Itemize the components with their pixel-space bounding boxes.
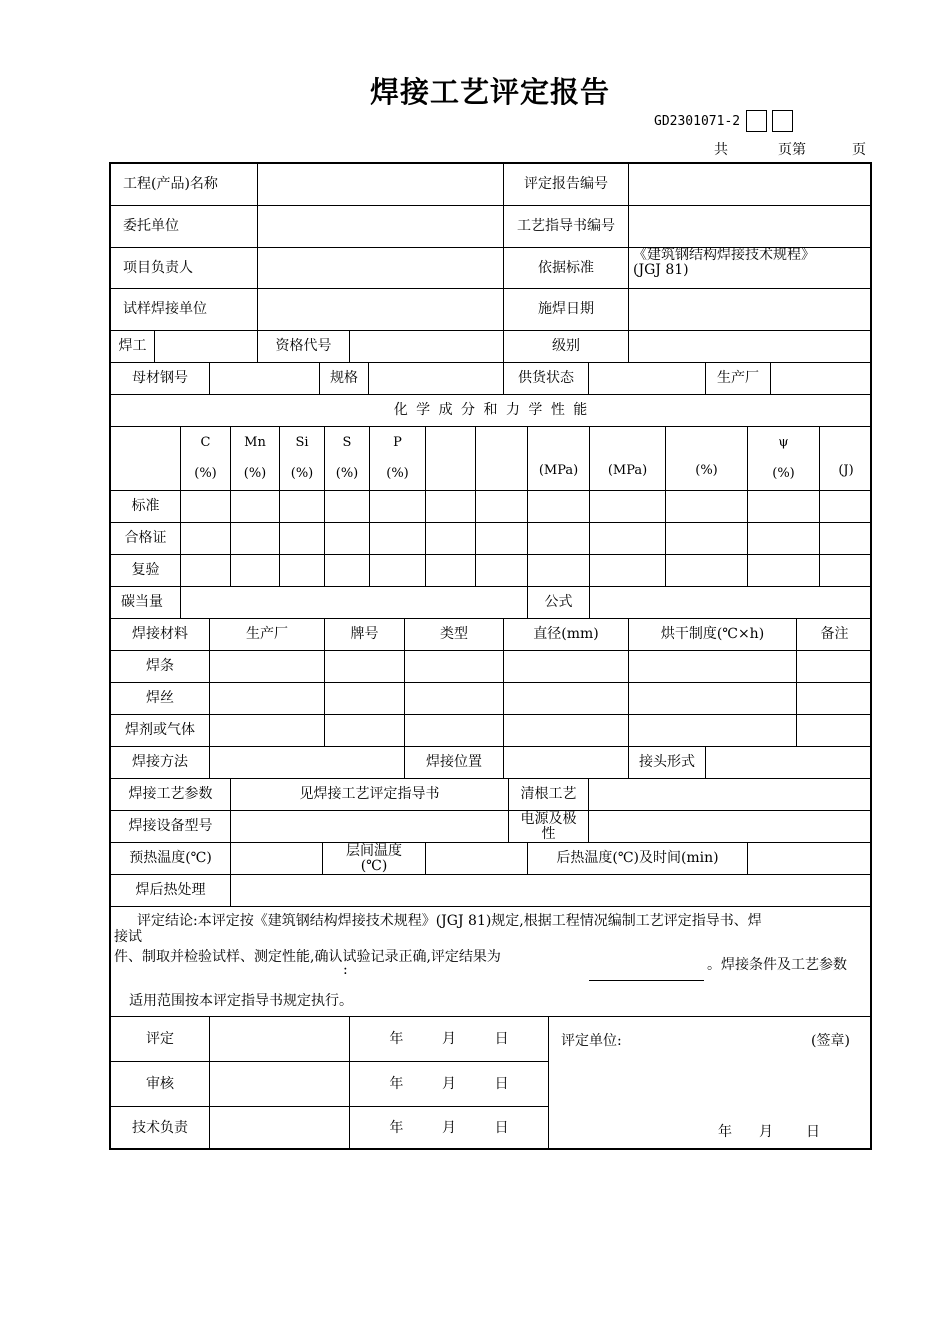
joint-label: 接头形式 (629, 747, 706, 779)
signoff-date (350, 1062, 549, 1107)
eval-unit-label: 评定单位: (561, 1033, 622, 1049)
signoff-date (350, 1107, 549, 1150)
report-no-label: 评定报告编号 (504, 164, 629, 206)
params-label: 焊接工艺参数 (111, 779, 231, 811)
material-cell[interactable] (405, 683, 504, 715)
manufacturer-label: 生产厂 (706, 363, 771, 395)
weld-date-field[interactable] (629, 289, 872, 331)
mat-header-material: 焊接材料 (111, 619, 210, 651)
power-label: 电源及极 性 (509, 811, 589, 843)
chem-header-blank-2 (426, 427, 476, 491)
chem-cell[interactable] (590, 555, 666, 587)
manufacturer-field[interactable] (771, 363, 872, 395)
chem-cell[interactable] (280, 491, 325, 523)
signoff-role-label: 审核 (111, 1062, 210, 1107)
material-cell[interactable] (325, 715, 405, 747)
chem-cell[interactable] (476, 555, 528, 587)
chem-cell[interactable] (820, 555, 872, 587)
signoff-signature-field[interactable] (210, 1017, 350, 1062)
supply-state-label: 供货状态 (504, 363, 589, 395)
unit-day: 日 (806, 1124, 820, 1140)
mat-header-diameter: 直径(mm) (504, 619, 629, 651)
chem-cell[interactable] (426, 523, 476, 555)
standard-value (629, 248, 872, 289)
conclusion-line1b: 接试 (114, 929, 142, 945)
chem-header-p: P (%) (370, 427, 426, 491)
unit-month: 月 (759, 1124, 773, 1140)
chem-header-impact: (J) (820, 427, 872, 491)
chem-header-psi: ψ (%) (748, 427, 820, 491)
chem-cell[interactable] (820, 523, 872, 555)
signoff-month: 月 (441, 1075, 456, 1092)
postheat-field[interactable] (748, 843, 872, 875)
page-number-label: 页第 (778, 142, 806, 158)
chem-section-title: 化 学 成 分 和 力 学 性 能 (111, 395, 872, 427)
sample-unit-label: 试样焊接单位 (111, 289, 258, 331)
method-field[interactable] (210, 747, 405, 779)
preheat-label: 预热温度(℃) (111, 843, 231, 875)
conclusion-line2: 件、制取并检验试样、测定性能,确认试验记录正确,评定结果为 (114, 949, 501, 965)
chem-header-c: C (%) (181, 427, 231, 491)
method-label: 焊接方法 (111, 747, 210, 779)
chem-cell[interactable] (181, 523, 231, 555)
client-label: 委托单位 (111, 206, 258, 248)
chem-header-blank-3 (476, 427, 528, 491)
material-cell[interactable] (210, 651, 325, 683)
material-cell[interactable] (504, 715, 629, 747)
signoff-signature-field[interactable] (210, 1107, 350, 1150)
base-metal-field[interactable] (210, 363, 320, 395)
project-name-field[interactable] (258, 164, 504, 206)
conclusion-result-field[interactable] (589, 980, 704, 981)
welder-field[interactable] (155, 331, 258, 363)
equipment-label: 焊接设备型号 (111, 811, 231, 843)
page-title: 焊接工艺评定报告 (369, 75, 610, 109)
material-row-label: 焊剂或气体 (111, 715, 210, 747)
pwht-field[interactable] (231, 875, 872, 907)
chem-cell[interactable] (528, 555, 590, 587)
chem-row-label: 合格证 (111, 523, 181, 555)
material-cell[interactable] (504, 651, 629, 683)
material-cell[interactable] (504, 683, 629, 715)
carbon-eq-label: 碳当量 (111, 587, 181, 619)
back-gouge-label: 清根工艺 (509, 779, 589, 811)
material-cell[interactable] (405, 715, 504, 747)
chem-cell[interactable] (666, 555, 748, 587)
material-cell[interactable] (405, 651, 504, 683)
material-cell[interactable] (797, 683, 872, 715)
signoff-role-label: 评定 (111, 1017, 210, 1062)
chem-cell[interactable] (370, 491, 426, 523)
chem-cell[interactable] (748, 523, 820, 555)
standard-value-line2: (JGJ 81) (633, 261, 689, 278)
chem-cell[interactable] (820, 491, 872, 523)
code-box-1[interactable] (746, 110, 767, 132)
material-cell[interactable] (210, 715, 325, 747)
signoff-signature-field[interactable] (210, 1062, 350, 1107)
chem-header-mn: Mn (%) (231, 427, 280, 491)
guide-no-label: 工艺指导书编号 (504, 206, 629, 248)
signoff-month: 月 (441, 1120, 456, 1137)
chem-cell[interactable] (528, 523, 590, 555)
preheat-field[interactable] (231, 843, 323, 875)
page-total-label: 共 (714, 142, 728, 158)
chem-cell[interactable] (476, 491, 528, 523)
mat-header-manufacturer: 生产厂 (210, 619, 325, 651)
material-cell[interactable] (797, 651, 872, 683)
seal-label: (签章) (811, 1033, 850, 1049)
spec-field[interactable] (369, 363, 504, 395)
signoff-day: 日 (494, 1120, 509, 1137)
chem-cell[interactable] (666, 523, 748, 555)
conclusion-line1: 评定结论:本评定按《建筑钢结构焊接技术规程》(JGJ 81)规定,根据工程情况编制工艺评定指导书、焊 (137, 913, 762, 929)
formula-field[interactable] (590, 587, 872, 619)
grade-label: 级别 (504, 331, 629, 363)
chem-cell[interactable] (476, 523, 528, 555)
chem-header-s: S (%) (325, 427, 370, 491)
postheat-label: 后热温度(℃)及时间(min) (528, 843, 748, 875)
material-cell[interactable] (629, 715, 797, 747)
carbon-eq-field[interactable] (181, 587, 528, 619)
equipment-field[interactable] (231, 811, 509, 843)
weld-date-label: 施焊日期 (504, 289, 629, 331)
project-name-label: 工程(产品)名称 (111, 164, 258, 206)
conclusion-colon: : (343, 962, 348, 978)
chem-header-yield: (MPa) (590, 427, 666, 491)
chem-cell[interactable] (590, 491, 666, 523)
chem-cell[interactable] (748, 491, 820, 523)
material-row-label: 焊丝 (111, 683, 210, 715)
manager-label: 项目负责人 (111, 248, 258, 289)
report-form (109, 162, 872, 1150)
position-field[interactable] (504, 747, 629, 779)
chem-cell[interactable] (325, 491, 370, 523)
signoff-role-label: 技术负责 (111, 1107, 210, 1150)
signoff-month: 月 (441, 1030, 456, 1047)
unit-year: 年 (718, 1124, 732, 1140)
chem-row-label: 标准 (111, 491, 181, 523)
signoff-day: 日 (494, 1075, 509, 1092)
qual-code-label: 资格代号 (258, 331, 350, 363)
pwht-label: 焊后热处理 (111, 875, 231, 907)
guide-no-field[interactable] (629, 206, 872, 248)
manager-field[interactable] (258, 248, 504, 289)
chem-cell[interactable] (325, 555, 370, 587)
signoff-day: 日 (494, 1030, 509, 1047)
position-label: 焊接位置 (405, 747, 504, 779)
chem-cell[interactable] (528, 491, 590, 523)
standard-value-line1: 《建筑钢结构焊接技术规程》 (633, 248, 815, 263)
grade-field[interactable] (629, 331, 872, 363)
chem-cell[interactable] (231, 491, 280, 523)
material-cell[interactable] (797, 715, 872, 747)
page-label: 页 (852, 142, 866, 158)
code-box-2[interactable] (772, 110, 793, 132)
chem-cell[interactable] (370, 555, 426, 587)
mat-header-drying: 烘干制度(℃×h) (629, 619, 797, 651)
material-cell[interactable] (325, 683, 405, 715)
formula-label: 公式 (528, 587, 590, 619)
material-row-label: 焊条 (111, 651, 210, 683)
chem-header-tensile: (MPa) (528, 427, 590, 491)
signoff-date (350, 1017, 549, 1062)
interpass-label: 层间温度 (℃) (323, 843, 426, 875)
supply-state-field[interactable] (589, 363, 706, 395)
mat-header-brand: 牌号 (325, 619, 405, 651)
chem-cell[interactable] (181, 491, 231, 523)
material-cell[interactable] (210, 683, 325, 715)
chem-cell[interactable] (370, 523, 426, 555)
chem-cell[interactable] (280, 523, 325, 555)
mat-header-remark: 备注 (797, 619, 872, 651)
material-cell[interactable] (629, 683, 797, 715)
joint-field[interactable] (706, 747, 872, 779)
chem-row-label: 复验 (111, 555, 181, 587)
base-metal-label: 母材钢号 (111, 363, 210, 395)
chem-header-elongation: (%) (666, 427, 748, 491)
material-cell[interactable] (629, 651, 797, 683)
material-cell[interactable] (325, 651, 405, 683)
chem-cell[interactable] (426, 491, 476, 523)
signoff-year: 年 (389, 1030, 404, 1047)
conclusion-line2-end: 。焊接条件及工艺参数 (707, 957, 847, 973)
chem-cell[interactable] (231, 523, 280, 555)
params-value: 见焊接工艺评定指导书 (231, 779, 509, 811)
chem-cell[interactable] (280, 555, 325, 587)
chem-header-blank (111, 427, 181, 491)
chem-header-si: Si (%) (280, 427, 325, 491)
signoff-year: 年 (389, 1075, 404, 1092)
welder-label: 焊工 (111, 331, 155, 363)
back-gouge-field[interactable] (589, 779, 872, 811)
chem-cell[interactable] (426, 555, 476, 587)
qual-code-field[interactable] (350, 331, 504, 363)
client-field[interactable] (258, 206, 504, 248)
chem-cell[interactable] (231, 555, 280, 587)
sample-unit-field[interactable] (258, 289, 504, 331)
chem-cell[interactable] (748, 555, 820, 587)
chem-cell[interactable] (325, 523, 370, 555)
report-no-field[interactable] (629, 164, 872, 206)
spec-label: 规格 (320, 363, 369, 395)
chem-cell[interactable] (666, 491, 748, 523)
mat-header-type: 类型 (405, 619, 504, 651)
chem-cell[interactable] (590, 523, 666, 555)
chem-cell[interactable] (181, 555, 231, 587)
form-code: GD2301071-2 (654, 114, 741, 129)
signoff-year: 年 (389, 1120, 404, 1137)
interpass-field[interactable] (426, 843, 528, 875)
conclusion-line3: 适用范围按本评定指导书规定执行。 (129, 993, 353, 1009)
power-field[interactable] (589, 811, 872, 843)
standard-label: 依据标准 (504, 248, 629, 289)
